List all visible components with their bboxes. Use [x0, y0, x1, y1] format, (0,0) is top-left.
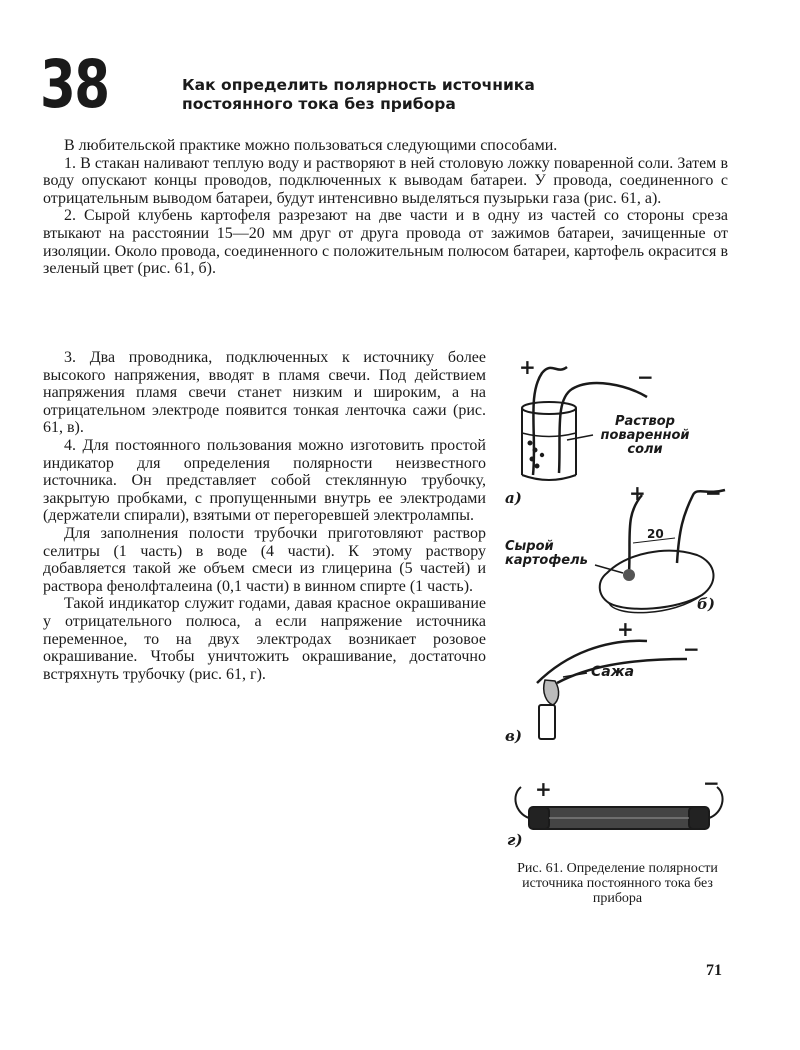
figure-label-g: г): [507, 831, 523, 849]
distance-label: 20: [647, 527, 664, 541]
body-text-left-column: [43, 349, 486, 683]
paragraph-solution: Для заполнения полости трубочки приготовляют раствор селитры (1 часть) в воде (4 части). К этому раствору добавляется такой же объем смеси из глицерина (5 частей) и раствора фенолфталеина (0,1 части) в винном спирте (1 часть).: [43, 524, 486, 595]
minus-sign-g: −: [703, 771, 720, 795]
section-number: 38: [40, 46, 109, 123]
section-title-line-2: постоянного тока без прибора: [182, 95, 456, 113]
salt-solution-label: [595, 415, 695, 457]
plus-sign-b: +: [629, 481, 646, 505]
section-title-line-1: Как определить полярность источника: [182, 76, 535, 94]
soot-label: Сажа: [591, 664, 635, 680]
paragraph-method-1: 1. В стакан наливают теплую воду и растворяют в ней столовую ложку поваренной соли. Затем в воду опускают концы проводов, подключенных к выводам батареи. У провода, соединенного с отрицательным выводом батареи, будут интенсивно выделяться пузырьки газа (рис. 61, а).: [43, 154, 728, 207]
figure-caption: Рис. 61. Определение полярности источника постоянного тока без прибора: [517, 861, 718, 906]
figure-label-a: а): [505, 489, 522, 507]
paragraph-intro: В любительской практике можно пользоваться следующими способами.: [64, 137, 558, 154]
potato-line-2: картофель: [505, 553, 588, 568]
plus-sign-g: +: [535, 777, 552, 801]
plus-sign-v: +: [617, 617, 634, 641]
candle-illustration: [537, 641, 687, 739]
salt-solution-line-2: поваренной: [600, 428, 690, 443]
minus-sign-b: −: [705, 481, 722, 505]
minus-sign-v: −: [683, 637, 700, 661]
minus-sign-a: −: [637, 365, 654, 389]
paragraph-method-2: 2. Сырой клубень картофеля разрезают на две части и в одну из частей со стороны среза втыкают на расстоянии 15—20 мм друг от друга провода от зажимов батареи, зачищенные от изоляции. Около провода, соединенного с положительным полюсом батареи, картофель окрасится в зеленый цвет (рис. 61, б).: [43, 207, 728, 278]
potato-line-1: Сырой: [505, 539, 554, 554]
salt-solution-line-1: Раствор: [614, 414, 675, 429]
figure-label-b: б): [697, 595, 715, 613]
salt-solution-line-3: соли: [627, 442, 663, 457]
paragraph-indicator-use: Такой индикатор служит годами, давая красное окрашивание у отрицательного полюса, а если напряжение источника переменное, то на двух электродах возникает розовое окрашивание. Чтобы уничтожить окрашивание, достаточно встряхнуть трубочку (рис. 61, г).: [43, 595, 486, 683]
paragraph-method-4: 4. Для постоянного пользования можно изготовить простой индикатор для определения полярности неизвестного источника. Он представляет собой стеклянную трубочку, закрытую пробками, с пропущенными внутрь ее электродами (держатели спирали), взятыми от перегоревшей электролампы.: [43, 436, 486, 525]
potato-label: [505, 540, 588, 568]
page-number: 71: [706, 962, 722, 979]
paragraph-method-3: 3. Два проводника, подключенных к источнику более высокого напряжения, вводят в пламя свечи. Под действием напряжения пламя свечи станет низким и широким, а на отрицательном электроде появится тонкая ленточка сажи (рис. 61, в).: [43, 349, 486, 437]
figure-61: [497, 355, 737, 853]
body-text-top: [43, 137, 728, 278]
plus-sign-a: +: [519, 355, 536, 379]
section-title: [182, 76, 535, 114]
figure-label-v: в): [505, 727, 522, 745]
